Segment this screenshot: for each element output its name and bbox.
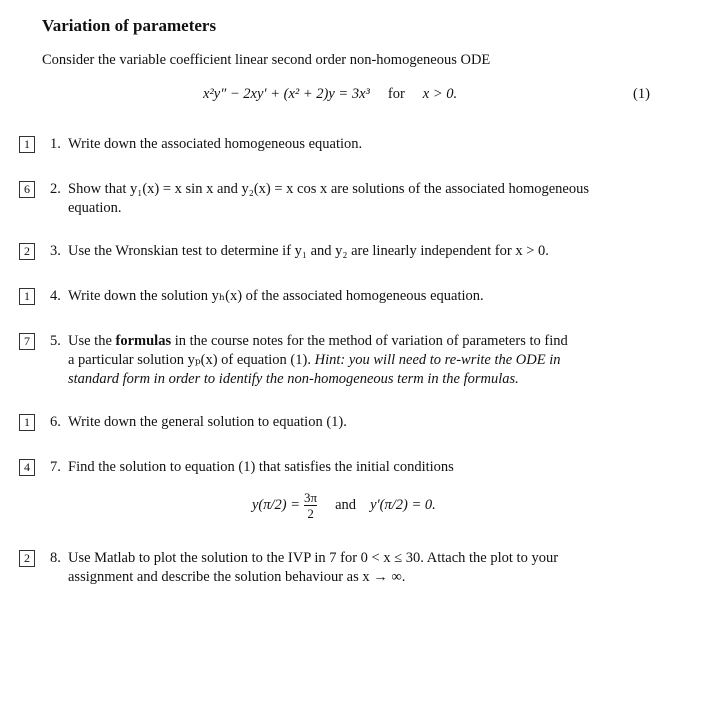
question-text-continued: equation. xyxy=(68,200,122,216)
ic-fraction-denominator: 2 xyxy=(307,506,314,521)
question-text: Find the solution to equation (1) that satisfies the initial conditions xyxy=(68,459,454,475)
question-item xyxy=(50,180,655,218)
question-text: Use the xyxy=(68,333,116,349)
hint-text: Hint: you will need to re-write the ODE in xyxy=(314,352,561,368)
question-text: Show that y₁(x) = x sin x and y₂(x) = x cos x are solutions of the associated homogeneous xyxy=(68,181,589,197)
question-number: 7. xyxy=(50,459,61,475)
points-box: 1 xyxy=(19,288,35,305)
question-item xyxy=(50,458,655,477)
question-text: Use the Wronskian test to determine if y₁ and y₂ are linearly independent for x > 0. xyxy=(68,243,549,259)
question-number: 2. xyxy=(50,181,61,197)
initial-conditions xyxy=(252,490,436,521)
points-box: 1 xyxy=(19,414,35,431)
points-box: 2 xyxy=(19,550,35,567)
ic-fraction-numerator: 3π xyxy=(304,490,318,505)
question-item xyxy=(50,242,655,261)
ode-equation xyxy=(203,86,457,103)
question-number: 3. xyxy=(50,243,61,259)
hint-text-continued: standard form in order to identify the non-homogeneous term in the formulas. xyxy=(68,371,519,387)
points-box: 1 xyxy=(19,136,35,153)
question-text: Use Matlab to plot the solution to the IVP in 7 for 0 < x ≤ 30. Attach the plot to your xyxy=(68,550,559,566)
question-item xyxy=(50,135,655,154)
emphasis-formulas: formulas xyxy=(115,333,172,349)
question-number: 4. xyxy=(50,288,61,304)
question-item xyxy=(50,413,655,432)
points-box: 2 xyxy=(19,243,35,260)
question-text: Write down the associated homogeneous equation. xyxy=(68,136,363,152)
ode-condition-word: for xyxy=(387,86,405,102)
question-number: 5. xyxy=(50,333,61,349)
points-box: 6 xyxy=(19,181,35,198)
intro-text: Consider the variable coefficient linear second order non-homogeneous ODE xyxy=(42,52,491,68)
points-box: 4 xyxy=(19,459,35,476)
question-text: in the course notes for the method of variation of parameters to find xyxy=(171,333,568,349)
question-number: 1. xyxy=(50,136,61,152)
ic-and: and xyxy=(335,497,357,513)
equation-label: (1) xyxy=(633,86,650,102)
ode-condition: x > 0. xyxy=(422,86,458,102)
question-item xyxy=(50,549,655,587)
ic-lhs: y(π/2) = xyxy=(252,497,301,513)
question-item xyxy=(50,332,655,389)
question-text-continued: a particular solution yₚ(x) of equation (1). xyxy=(68,352,315,368)
points-box: 7 xyxy=(19,333,35,350)
question-text: Write down the solution yₕ(x) of the associated homogeneous equation. xyxy=(68,288,484,304)
ode-lhs: x²y″ − 2xy′ + (x² + 2)y = 3x³ xyxy=(203,86,370,102)
ic-fraction xyxy=(304,490,317,521)
question-text: Write down the general solution to equation (1). xyxy=(68,414,347,430)
question-number: 6. xyxy=(50,414,61,430)
question-item xyxy=(50,287,655,306)
question-number: 8. xyxy=(50,550,61,566)
question-text-continued: assignment and describe the solution behaviour as x → ∞. xyxy=(68,569,406,585)
ic-rhs: y′(π/2) = 0. xyxy=(370,497,436,513)
page-title: Variation of parameters xyxy=(42,16,217,35)
